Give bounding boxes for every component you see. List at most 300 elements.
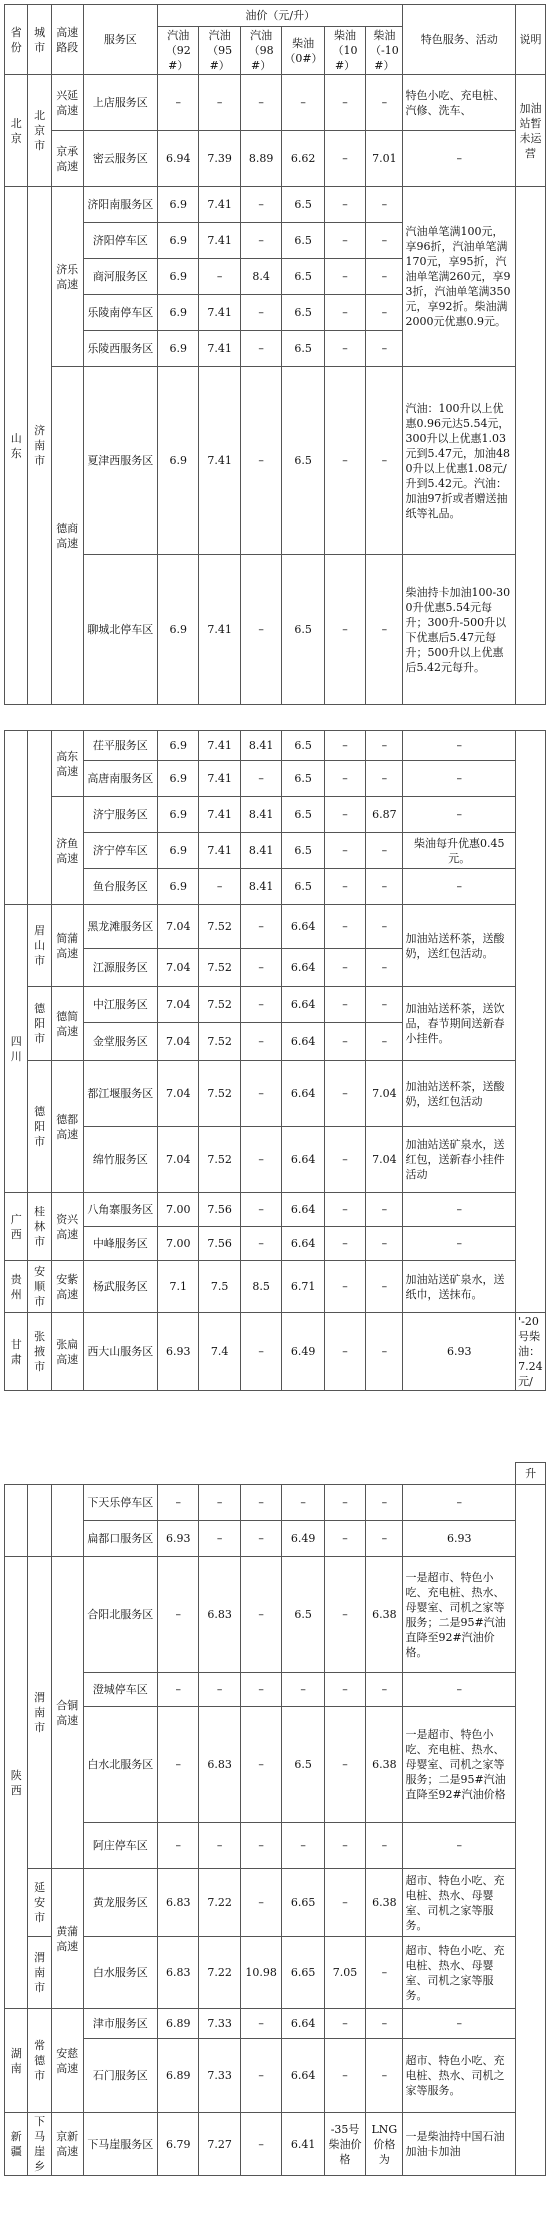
price-cell: – [366, 949, 403, 987]
table-row [5, 131, 546, 187]
service-area-cell: 密云服务区 [83, 131, 157, 187]
highway-cell: 兴延高速 [51, 75, 83, 131]
price-cell: 7.56 [199, 1227, 240, 1261]
price-cell: 6.5 [282, 869, 325, 905]
table-row [5, 75, 546, 131]
price-cell: – [324, 1227, 365, 1261]
features-cell: – [403, 1193, 516, 1227]
table-row [5, 833, 546, 869]
price-cell: 6.5 [282, 223, 325, 259]
highway-cell: 黄蒲高速 [51, 1869, 83, 2009]
features-cell: – [403, 2009, 516, 2039]
city-cell [28, 731, 51, 905]
price-cell: 7.04 [158, 987, 199, 1023]
service-area-cell: 扁都口服务区 [83, 1521, 157, 1557]
header-g98: 汽油（98#） [240, 27, 281, 75]
table-row [5, 1869, 546, 1937]
features-cell: 6.93 [403, 1521, 516, 1557]
price-cell: – [240, 905, 281, 949]
price-cell: – [324, 1557, 365, 1673]
highway-cell [51, 1485, 83, 1557]
header-city: 城市 [28, 5, 51, 75]
price-cell: – [324, 223, 365, 259]
fuel-price-table-part-1 [4, 4, 546, 705]
price-cell: 7.00 [158, 1193, 199, 1227]
price-cell: – [240, 1061, 281, 1127]
price-cell: – [240, 2039, 281, 2113]
price-cell: 7.5 [199, 1261, 240, 1313]
price-cell: – [324, 731, 365, 761]
price-cell: 6.5 [282, 761, 325, 797]
city-cell: 延安市 [28, 1869, 51, 1937]
price-cell: 7.41 [199, 555, 240, 705]
price-cell: – [324, 331, 365, 367]
table-row [5, 761, 546, 797]
highway-cell: 安紫高速 [51, 1261, 83, 1313]
service-area-cell: 乐陵西服务区 [83, 331, 157, 367]
price-cell: 6.41 [282, 2113, 325, 2176]
price-cell: – [199, 1521, 240, 1557]
price-cell: 6.64 [282, 2039, 325, 2113]
price-cell: – [366, 75, 403, 131]
table-row [5, 797, 546, 833]
price-cell: – [240, 1557, 281, 1673]
price-cell: – [366, 1023, 403, 1061]
notes-continuation: 升 [516, 1463, 546, 1485]
price-cell: 7.39 [199, 131, 240, 187]
price-cell: – [366, 187, 403, 223]
price-cell: – [324, 949, 365, 987]
price-cell: – [366, 295, 403, 331]
notes-cell [516, 187, 546, 705]
price-cell: 6.9 [158, 761, 199, 797]
features-cell: 加油站送矿泉水，送纸巾，送抹布。 [403, 1261, 516, 1313]
price-cell: 6.93 [158, 1521, 199, 1557]
price-cell: – [366, 367, 403, 555]
price-cell: – [366, 1823, 403, 1869]
table-row [5, 187, 546, 223]
price-cell: – [240, 187, 281, 223]
service-area-cell: 白水服务区 [83, 1937, 157, 2009]
highway-cell: 合铜高速 [51, 1557, 83, 1869]
price-cell: 6.9 [158, 367, 199, 555]
price-cell: 7.00 [158, 1227, 199, 1261]
price-cell: 6.83 [199, 1707, 240, 1823]
price-cell: 6.9 [158, 187, 199, 223]
price-cell: 6.9 [158, 259, 199, 295]
price-cell: – [324, 2009, 365, 2039]
table-row [5, 2113, 546, 2176]
price-cell: 7.41 [199, 223, 240, 259]
price-cell: – [158, 1557, 199, 1673]
service-area-cell: 合阳北服务区 [83, 1557, 157, 1673]
price-cell: 6.94 [158, 131, 199, 187]
service-area-cell: 中峰服务区 [83, 1227, 157, 1261]
service-area-cell: 济宁停车区 [83, 833, 157, 869]
price-cell: – [324, 797, 365, 833]
service-area-cell: 鱼台服务区 [83, 869, 157, 905]
highway-cell: 德都高速 [51, 1061, 83, 1193]
price-cell: – [324, 761, 365, 797]
highway-cell: 德简高速 [51, 987, 83, 1061]
price-cell: -35号柴油价格 [324, 2113, 365, 2176]
price-cell: LNG价格为 [366, 2113, 403, 2176]
features-cell: 一是柴油持中国石油加油卡加油 [403, 2113, 516, 2176]
highway-cell: 张扁高速 [51, 1313, 83, 1391]
province-cell [5, 1485, 28, 1557]
price-cell: – [158, 1485, 199, 1521]
service-area-cell: 津市服务区 [83, 2009, 157, 2039]
price-cell: 6.87 [366, 797, 403, 833]
price-cell: 6.89 [158, 2039, 199, 2113]
price-cell: 8.41 [240, 731, 281, 761]
price-cell: – [366, 761, 403, 797]
price-cell: 7.52 [199, 949, 240, 987]
features-cell: – [403, 1823, 516, 1869]
price-cell: – [366, 833, 403, 869]
price-cell: 6.9 [158, 833, 199, 869]
features-cell: 超市、特色小吃、充电桩、热水、司机之家等服务。 [403, 2039, 516, 2113]
price-cell: – [366, 1485, 403, 1521]
price-cell: – [240, 1869, 281, 1937]
table-row [5, 1707, 546, 1823]
price-cell: 7.4 [199, 1313, 240, 1391]
price-cell: – [240, 2113, 281, 2176]
price-cell: – [366, 1937, 403, 2009]
highway-cell: 京承高速 [51, 131, 83, 187]
price-cell: 6.5 [282, 731, 325, 761]
price-cell: 8.4 [240, 259, 281, 295]
price-cell: – [240, 295, 281, 331]
price-cell: – [324, 1823, 365, 1869]
price-cell: – [324, 131, 365, 187]
price-cell: – [240, 1313, 281, 1391]
table-row [5, 2009, 546, 2039]
city-cell: 渭南市 [28, 1937, 51, 2009]
features-cell: – [403, 761, 516, 797]
price-cell: – [240, 1707, 281, 1823]
price-cell: 6.83 [158, 1869, 199, 1937]
price-cell: – [158, 1707, 199, 1823]
price-cell: 6.65 [282, 1937, 325, 2009]
price-cell: 6.64 [282, 2009, 325, 2039]
price-cell: 6.65 [282, 1869, 325, 1937]
table-row [5, 555, 546, 705]
price-cell: 6.83 [158, 1937, 199, 2009]
price-cell: 7.56 [199, 1193, 240, 1227]
price-cell: 6.5 [282, 1707, 325, 1823]
price-cell: 6.64 [282, 1023, 325, 1061]
price-cell: 6.38 [366, 1707, 403, 1823]
price-cell: – [366, 223, 403, 259]
price-cell: – [282, 1673, 325, 1707]
table-row [5, 1557, 546, 1673]
highway-cell: 济鱼高速 [51, 797, 83, 905]
price-cell: 10.98 [240, 1937, 281, 2009]
price-cell: 7.22 [199, 1937, 240, 2009]
price-cell: 6.9 [158, 731, 199, 761]
price-cell: – [324, 1193, 365, 1227]
price-cell: – [366, 2039, 403, 2113]
price-cell: 8.41 [240, 833, 281, 869]
features-cell: 柴油持卡加油100-300升优惠5.54元每升；300升-500升以下优惠后5.47元每升；500升以上优惠后5.42元每升。 [403, 555, 516, 705]
notes-cell [516, 731, 546, 1313]
header-g92: 汽油（92#） [158, 27, 199, 75]
price-cell: – [366, 2009, 403, 2039]
price-cell: – [240, 2009, 281, 2039]
service-area-cell: 商河服务区 [83, 259, 157, 295]
service-area-cell: 白水北服务区 [83, 1707, 157, 1823]
price-cell: 6.9 [158, 295, 199, 331]
price-cell: 7.05 [324, 1937, 365, 2009]
price-cell: – [366, 331, 403, 367]
price-cell: 7.52 [199, 987, 240, 1023]
service-area-cell: 上店服务区 [83, 75, 157, 131]
price-cell: 8.41 [240, 797, 281, 833]
price-cell: 6.64 [282, 1193, 325, 1227]
province-cell: 广西 [5, 1193, 28, 1261]
table-row [5, 367, 546, 555]
table-row [5, 1127, 546, 1193]
price-cell: 7.41 [199, 833, 240, 869]
price-cell: – [240, 1023, 281, 1061]
price-cell: 7.27 [199, 2113, 240, 2176]
features-cell: 汽油单笔满100元，享96折，汽油单笔满170元，享95折，汽油单笔满260元，享93折，汽油单笔满350元，享92折。柴油满2000元优惠0.9元。 [403, 187, 516, 367]
table-row [5, 905, 546, 949]
highway-cell: 简蒲高速 [51, 905, 83, 987]
service-area-cell: 高唐南服务区 [83, 761, 157, 797]
features-cell: 超市、特色小吃、充电桩、热水、母婴室、司机之家等服务。 [403, 1869, 516, 1937]
price-cell: – [324, 1521, 365, 1557]
price-cell: – [366, 1673, 403, 1707]
header-d10: 柴油（-10#） [366, 27, 403, 75]
features-cell: 加油站送杯茶，送饮品，春节期间送新春小挂件。 [403, 987, 516, 1061]
price-cell: 6.5 [282, 797, 325, 833]
city-cell: 济南市 [28, 187, 51, 705]
price-cell: 7.04 [158, 905, 199, 949]
service-area-cell: 聊城北停车区 [83, 555, 157, 705]
service-area-cell: 绵竹服务区 [83, 1127, 157, 1193]
price-cell: – [366, 259, 403, 295]
header-price-group: 油价（元/升） [158, 5, 403, 27]
price-cell: – [324, 1127, 365, 1193]
price-cell: 6.64 [282, 1227, 325, 1261]
price-cell: 7.04 [158, 1127, 199, 1193]
service-area-cell: 济宁服务区 [83, 797, 157, 833]
price-cell: – [366, 555, 403, 705]
city-cell: 北京市 [28, 75, 51, 187]
city-cell: 安顺市 [28, 1261, 51, 1313]
features-cell: 超市、特色小吃、充电桩、热水、母婴室、司机之家等服务。 [403, 1937, 516, 2009]
price-cell: – [240, 1193, 281, 1227]
highway-cell: 高东高速 [51, 731, 83, 797]
features-cell: 汽油：100升以上优惠0.96元达5.54元，300升以上优惠1.03元到5.47元，加油480升以上优惠1.08元/升到5.42元。汽油：加油97折或者赠送抽纸等礼品。 [403, 367, 516, 555]
price-cell: 7.04 [158, 1023, 199, 1061]
price-cell: – [240, 555, 281, 705]
service-area-cell: 乐陵南停车区 [83, 295, 157, 331]
price-cell: – [324, 1261, 365, 1313]
price-cell: – [366, 1261, 403, 1313]
price-cell: – [324, 1023, 365, 1061]
city-cell: 德阳市 [28, 1061, 51, 1193]
price-cell: – [240, 987, 281, 1023]
service-area-cell: 下天乐停车区 [83, 1485, 157, 1521]
features-cell: – [403, 1227, 516, 1261]
price-cell: – [158, 1823, 199, 1869]
price-cell: 7.22 [199, 1869, 240, 1937]
price-cell: – [366, 987, 403, 1023]
price-cell: – [240, 223, 281, 259]
header-notes: 说明 [516, 5, 546, 75]
city-cell [28, 1485, 51, 1557]
price-cell: – [324, 367, 365, 555]
service-area-cell: 八角寨服务区 [83, 1193, 157, 1227]
service-area-cell: 江源服务区 [83, 949, 157, 987]
price-cell: 7.41 [199, 367, 240, 555]
service-area-cell: 石门服务区 [83, 2039, 157, 2113]
price-cell: 6.49 [282, 1313, 325, 1391]
province-cell [5, 731, 28, 905]
service-area-cell: 西大山服务区 [83, 1313, 157, 1391]
price-cell: – [282, 1823, 325, 1869]
highway-cell: 资兴高速 [51, 1193, 83, 1261]
table-row [5, 869, 546, 905]
price-cell: 6.5 [282, 1557, 325, 1673]
price-cell: 7.41 [199, 761, 240, 797]
service-area-cell: 都江堰服务区 [83, 1061, 157, 1127]
price-cell: 7.41 [199, 295, 240, 331]
table-row [5, 2039, 546, 2113]
price-cell: 6.93 [158, 1313, 199, 1391]
price-cell: – [199, 869, 240, 905]
price-cell: – [324, 187, 365, 223]
service-area-cell: 黄龙服务区 [83, 1869, 157, 1937]
price-cell: – [324, 905, 365, 949]
highway-cell: 济乐高速 [51, 187, 83, 367]
service-area-cell: 济阳南服务区 [83, 187, 157, 223]
service-area-cell: 下马崖服务区 [83, 2113, 157, 2176]
price-cell: 7.41 [199, 731, 240, 761]
service-area-cell: 澄城停车区 [83, 1673, 157, 1707]
service-area-cell: 阿庄停车区 [83, 1823, 157, 1869]
province-cell: 甘肃 [5, 1313, 28, 1391]
price-cell: 6.83 [199, 1557, 240, 1673]
price-cell: 8.89 [240, 131, 281, 187]
price-cell: – [282, 75, 325, 131]
table-row [5, 1193, 546, 1227]
price-cell: 6.62 [282, 131, 325, 187]
price-cell: – [282, 1485, 325, 1521]
city-cell: 渭南市 [28, 1557, 51, 1869]
service-area-cell: 夏津西服务区 [83, 367, 157, 555]
price-cell: 6.64 [282, 987, 325, 1023]
service-area-cell: 中江服务区 [83, 987, 157, 1023]
price-cell: 7.52 [199, 1023, 240, 1061]
price-cell: – [366, 1313, 403, 1391]
price-cell: – [366, 1227, 403, 1261]
province-cell: 湖南 [5, 2009, 28, 2113]
price-cell: – [324, 1313, 365, 1391]
price-cell: 7.01 [366, 131, 403, 187]
header-g95: 汽油（95#） [199, 27, 240, 75]
city-cell: 眉山市 [28, 905, 51, 987]
notes-cell [516, 1485, 546, 2176]
features-cell: – [403, 1485, 516, 1521]
price-cell: – [240, 1673, 281, 1707]
price-cell: 6.9 [158, 223, 199, 259]
city-cell: 桂林市 [28, 1193, 51, 1261]
features-cell: 加油站送矿泉水，送红包，送新春小挂件活动 [403, 1127, 516, 1193]
price-cell: 6.64 [282, 905, 325, 949]
price-cell: 6.64 [282, 1127, 325, 1193]
price-cell: 7.04 [158, 949, 199, 987]
price-cell: – [366, 1521, 403, 1557]
price-cell: – [240, 1227, 281, 1261]
table-row [5, 1673, 546, 1707]
price-cell: – [324, 75, 365, 131]
price-cell: 7.1 [158, 1261, 199, 1313]
city-cell: 张掖市 [28, 1313, 51, 1391]
price-cell: – [324, 1869, 365, 1937]
price-cell: 7.52 [199, 1127, 240, 1193]
table-row [5, 1463, 546, 1485]
price-cell: – [158, 75, 199, 131]
price-cell: 6.5 [282, 331, 325, 367]
features-cell: – [403, 869, 516, 905]
fuel-price-table-part-3 [4, 1462, 546, 2176]
province-cell: 贵州 [5, 1261, 28, 1313]
city-cell: 德阳市 [28, 987, 51, 1061]
price-cell: 6.9 [158, 869, 199, 905]
notes-cell: '-20号柴油：7.24元/ [516, 1313, 546, 1391]
price-cell: 7.04 [366, 1061, 403, 1127]
price-cell: 6.79 [158, 2113, 199, 2176]
price-cell: 6.38 [366, 1869, 403, 1937]
notes-cell: 加油站暂未运营 [516, 75, 546, 187]
table-row [5, 1485, 546, 1521]
city-cell: 常德市 [28, 2009, 51, 2113]
price-cell: – [240, 331, 281, 367]
header-d0: 柴油（0#） [282, 27, 325, 75]
price-cell: 6.64 [282, 1061, 325, 1127]
features-cell: 6.93 [403, 1313, 516, 1391]
price-cell: – [199, 75, 240, 131]
price-cell: – [324, 555, 365, 705]
table-row [5, 1313, 546, 1391]
blank-cell [5, 1463, 516, 1485]
features-cell: – [403, 797, 516, 833]
price-cell: 7.33 [199, 2039, 240, 2113]
price-cell: – [324, 869, 365, 905]
price-cell: 6.89 [158, 2009, 199, 2039]
price-cell: 8.5 [240, 1261, 281, 1313]
province-cell: 四川 [5, 905, 28, 1193]
price-cell: 6.9 [158, 797, 199, 833]
price-cell: – [366, 905, 403, 949]
price-cell: – [240, 367, 281, 555]
features-cell: – [403, 1673, 516, 1707]
price-cell: – [324, 2039, 365, 2113]
price-cell: – [240, 1823, 281, 1869]
highway-cell: 京新高速 [51, 2113, 83, 2176]
service-area-cell: 金堂服务区 [83, 1023, 157, 1061]
province-cell: 陕西 [5, 1557, 28, 2009]
price-cell: 7.52 [199, 905, 240, 949]
price-cell: 6.5 [282, 187, 325, 223]
price-cell: – [199, 1823, 240, 1869]
price-cell: 6.5 [282, 259, 325, 295]
price-cell: 7.33 [199, 2009, 240, 2039]
